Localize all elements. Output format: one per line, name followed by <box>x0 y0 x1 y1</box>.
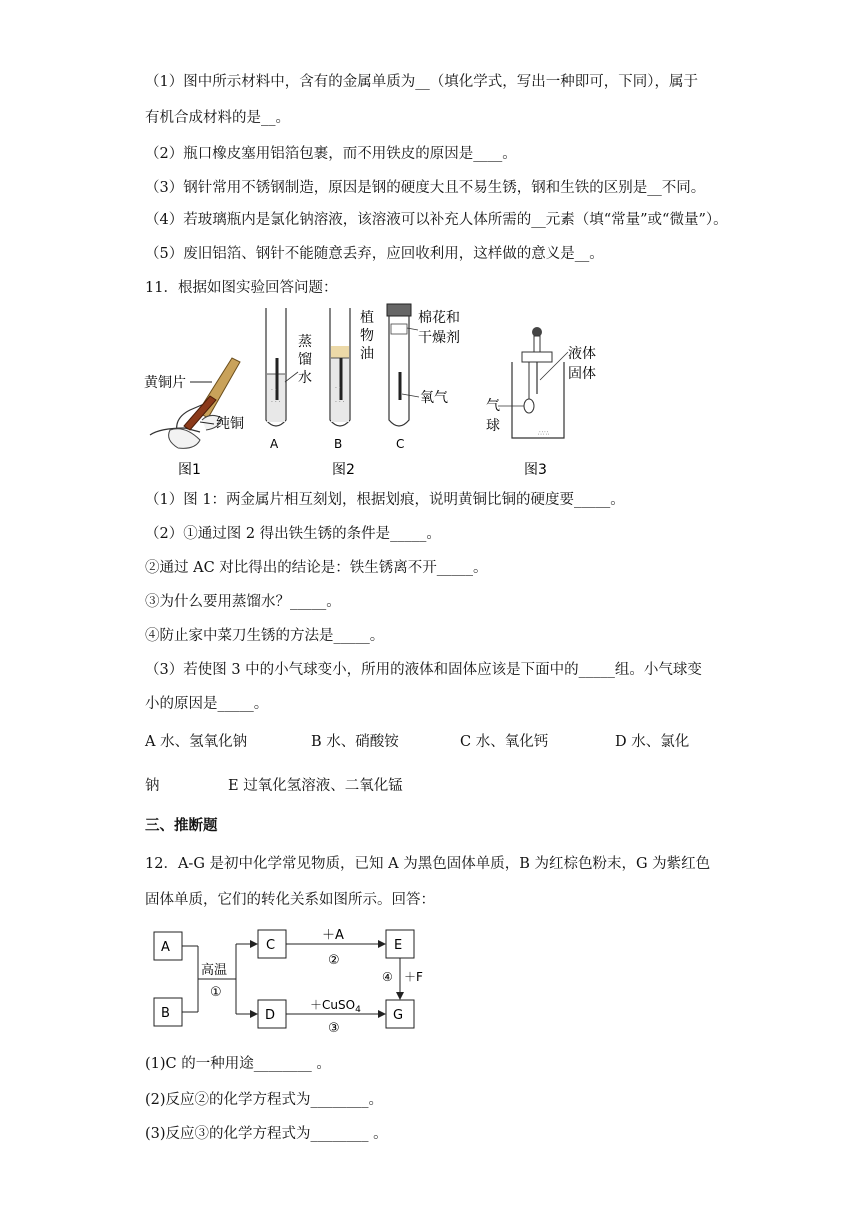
fig3-caption: 图3 <box>524 462 547 478</box>
q12-answer-2: (2)反应②的化学方程式为________。 <box>145 1092 384 1108</box>
step2-label: ② <box>328 953 340 968</box>
q12-stem-1: 12．A-G 是初中化学常见物质，已知 A 为黑色固体单质，B 为红棕色粉末，G 为紫红色 <box>145 856 711 872</box>
plus-a-label: ＋A <box>322 928 344 943</box>
tube-b <box>330 308 350 426</box>
box-a-label: A <box>161 940 170 955</box>
box-e-label: E <box>394 938 403 953</box>
q12-stem-2: 固体单质，它们的转化关系如图所示。回答： <box>145 892 435 908</box>
plus-cuso4-label: ＋CuSO$_4$ <box>310 998 361 1015</box>
q11-part2-d: ④防止家中菜刀生锈的方法是_____。 <box>145 628 385 644</box>
oxygen-label: 氧气 <box>420 390 448 406</box>
tube-a-label: A <box>270 437 279 451</box>
option-b: B 水、硝酸铵 <box>311 734 399 750</box>
option-c: C 水、氧化钙 <box>460 734 549 750</box>
brass-label: 黄铜片 <box>144 375 186 391</box>
fig3-apparatus <box>512 327 564 438</box>
option-e: E 过氧化氢溶液、二氧化锰 <box>228 778 403 794</box>
q11-part3-cont: 小的原因是_____。 <box>145 696 269 712</box>
water-label-1: 蒸 <box>298 334 312 350</box>
q12-answer-3: (3)反应③的化学方程式为________ 。 <box>145 1126 388 1142</box>
q12-answer-1: (1)C 的一种用途________ 。 <box>145 1056 331 1072</box>
water-label-2: 馏 <box>298 352 312 368</box>
box-d-label: D <box>265 1008 276 1023</box>
fig2-caption: 图2 <box>332 462 355 478</box>
option-a: A 水、氢氧化钠 <box>145 734 248 750</box>
step1-label: ① <box>210 985 222 1000</box>
q11-part1: （1）图 1：两金属片相互刻划，根据划痕，说明黄铜比铜的硬度要_____。 <box>145 492 625 508</box>
tube-a <box>266 308 286 426</box>
q10-part3: （3）钢针常用不锈钢制造，原因是钢的硬度大且不易生锈，钢和生铁的区别是__不同。 <box>145 180 706 196</box>
balloon-label-1: 气 <box>486 398 500 414</box>
option-d: D 水、氯化 <box>615 734 690 750</box>
section-heading: 三、推断题 <box>145 818 218 834</box>
q10-part2: （2）瓶口橡皮塞用铝箔包裹，而不用铁皮的原因是____。 <box>145 146 517 162</box>
q10-part4: （4）若玻璃瓶内是氯化钠溶液，该溶液可以补充人体所需的__元素（填“常量”或“微量”）。 <box>145 212 728 228</box>
water-label-3: 水 <box>298 370 312 386</box>
q11-figure <box>140 300 660 480</box>
option-d-cont: 钠 <box>145 778 160 794</box>
solid-label: 固体 <box>568 366 596 382</box>
q10-part1: （1）图中所示材料中，含有的金属单质为__（填化学式，写出一种即可，下同），属于 <box>145 74 698 90</box>
q10-part1-cont: 有机合成材料的是__。 <box>145 110 290 126</box>
svg-text:· · ·: · · · <box>335 399 345 406</box>
oil-label-2: 物 <box>360 328 374 344</box>
q12-diagram <box>150 924 450 1036</box>
fig1-strips <box>150 358 240 448</box>
svg-text:· · ·: · · · <box>271 399 281 406</box>
q11-part2-c: ③为什么要用蒸馏水？_____。 <box>145 594 341 610</box>
liquid-label: 液体 <box>568 346 596 362</box>
plus-f-label: ＋F <box>404 970 423 984</box>
step4-label: ④ <box>382 970 393 984</box>
svg-text:· ·: · · <box>271 387 277 394</box>
cotton-label-2: 干燥剂 <box>418 330 460 346</box>
tube-c-label: C <box>396 437 405 451</box>
q11-stem: 11．根据如图实验回答问题： <box>145 280 338 296</box>
cotton-label-1: 棉花和 <box>418 310 460 326</box>
q11-part2-a: （2）①通过图 2 得出铁生锈的条件是_____。 <box>145 526 441 542</box>
oil-label-3: 油 <box>360 346 374 362</box>
fig1-caption: 图1 <box>178 462 201 478</box>
balloon-label-2: 球 <box>486 418 500 434</box>
oil-label-1: 植 <box>360 310 374 326</box>
svg-text:· ·: · · <box>335 385 341 392</box>
high-temp-label: 高温 <box>201 963 228 978</box>
tube-c <box>387 304 411 426</box>
svg-text:∴∵∴: ∴∵∴ <box>538 430 550 437</box>
box-g-label: G <box>393 1008 404 1023</box>
q11-part2-b: ②通过 AC 对比得出的结论是：铁生锈离不开_____。 <box>145 560 488 576</box>
tube-b-label: B <box>334 437 343 451</box>
step3-label: ③ <box>328 1021 340 1036</box>
copper-label: 纯铜 <box>216 416 244 432</box>
box-c-label: C <box>266 938 276 953</box>
q10-part5: （5）废旧铝箔、钢针不能随意丢弃，应回收利用，这样做的意义是__。 <box>145 246 604 262</box>
box-b-label: B <box>161 1006 170 1021</box>
q11-part3: （3）若使图 3 中的小气球变小，所用的液体和固体应该是下面中的_____组。小气球变 <box>145 662 702 678</box>
